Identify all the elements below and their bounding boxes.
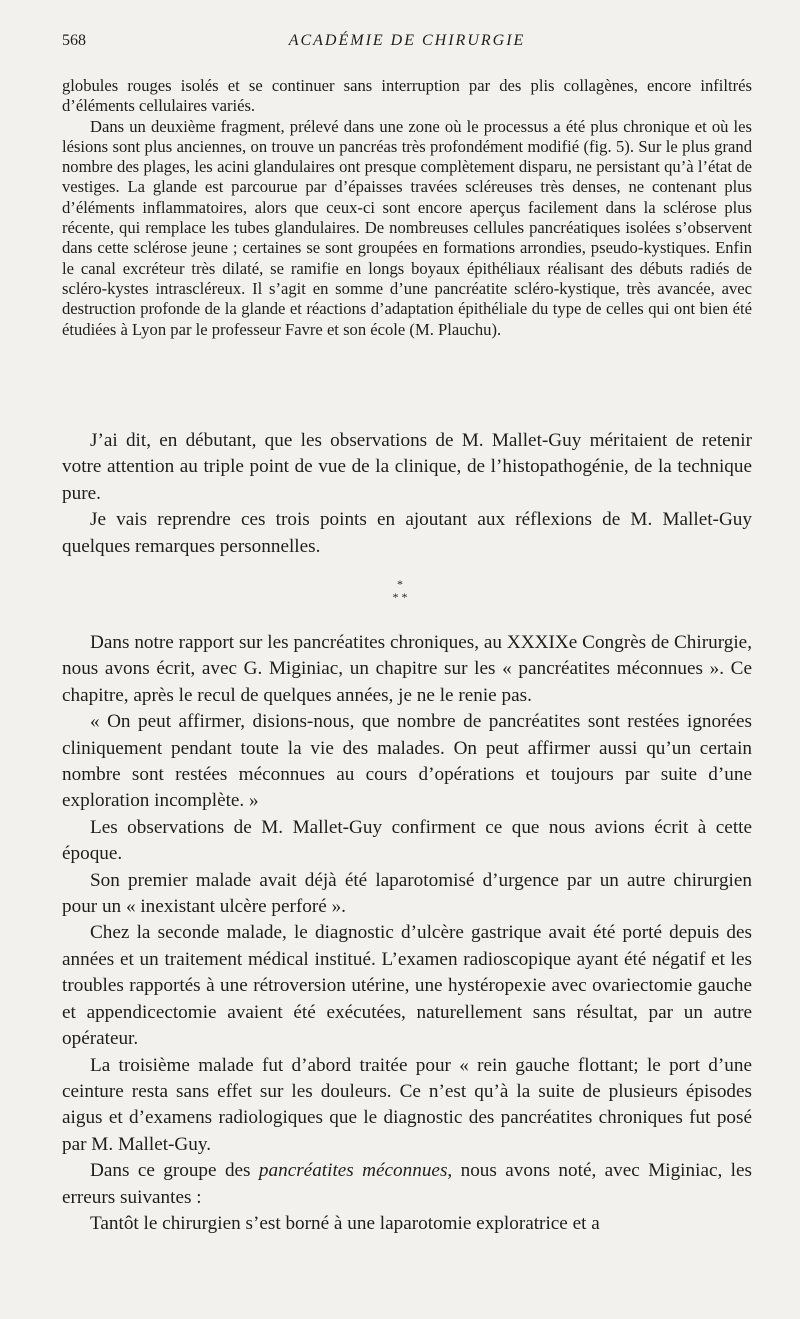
paragraph-third-patient: La troisième malade fut d’abord traitée pour « rein gauche flottant; le port d’une ceinture resta sans effet sur les douleurs. Ce n’est qu’à la suite de plusieurs épisodes aigus et d’examens radiologiques que le diagnostic des pancréatites chroniques fut posé par M. Mallet-Guy. (62, 1054, 752, 1155)
errors-intro-after: , nous avons noté, avec Miginiac, les erreurs suivantes : (62, 1160, 752, 1208)
paragraph-confirm: Les observations de M. Mallet-Guy confirment ce que nous avions écrit à cette époque. (62, 816, 752, 865)
paragraph-quote: « On peut affirmer, disions-nous, que nombre de pancréatites sont restées ignorées cliniquement pendant toute la vie des malades. On peut affirmer aussi qu’un certain nombre sont restées méconnues au cours d’opérations et toujours par suite d’une exploration incomplète. » (62, 711, 752, 812)
pancreatitis-section-block (62, 630, 752, 1237)
paragraph-second-fragment: Dans un deuxième fragment, prélevé dans une zone où le processus a été plus chronique et où les lésions sont plus anciennes, on trouve un pancréas très profondément modifié (fig. 5). Sur le plus grand nombre des plages, les acini glandulaires ont presque complètement disparu, ne persistant qu’à l’état de vestiges. La glande est parcourue par d’épaisses travées scléreuses très denses, ne contenant plus d’éléments inflammatoires, alors que ceux-ci sont encore aperçus facilement dans la sclérose plus récente, qui remplace les tubes glandulaires. De nombreuses cellules pancréatiques isolées s’observent dans cette sclérose jeune ; certaines se sont groupées en formations arrondies, pseudo-kystiques. Enfin le canal excréteur très dilaté, se ramifie en longs boyaux épithéliaux réalisant des débuts radiés de scléro-kystes intrascléreux. Il s’agit en somme d’une pancréatite scléro-kystique, très avancée, avec destruction profonde de la glande et réactions d’adaptation épithéliale du type de celles qui ont bien été étudiées à Lyon par le professeur Favre et son école (M. Plauchu). (62, 116, 752, 339)
page-header (62, 32, 752, 54)
paragraph-three-points: Je vais reprendre ces trois points en ajoutant aux réflexions de M. Mallet-Guy quelques remarques personnelles. (62, 509, 752, 557)
section-separator-asterism (0, 578, 800, 604)
asterism-bottom: * * (392, 590, 408, 604)
running-title: ACADÉMIE DE CHIRURGIE (288, 32, 526, 49)
paragraph-last-line: Tantôt le chirurgien s’est borné à une laparotomie exploratrice et a (90, 1212, 600, 1234)
paragraph-intro: J’ai dit, en débutant, que les observations de M. Mallet-Guy méritaient de retenir votre attention au triple point de vue de la clinique, de l’histopathogénie, de la technique pure. (62, 430, 752, 504)
paragraph-report: Dans notre rapport sur les pancréatites chroniques, au XXXIXe Congrès de Chirurgie, nous avons écrit, avec G. Miginiac, un chapitre sur les « pancréatites méconnues ». Ce chapitre, après le recul de quelques années, je ne le renie pas. (62, 632, 752, 706)
paragraph-first-patient: Son premier malade avait déjà été laparotomisé d’urgence par un autre chirurgien pour un « inexistant ulcère perforé ». (62, 869, 752, 918)
errors-intro-emphasis: pancréatites méconnues (258, 1160, 448, 1182)
page-number: 568 (62, 32, 86, 49)
asterism-top: * (397, 577, 403, 591)
paragraph-errors-intro (62, 1158, 752, 1211)
histology-text-block (62, 76, 752, 340)
discussion-intro-block (62, 428, 752, 560)
errors-intro-before: Dans ce groupe des (90, 1160, 259, 1182)
paragraph-continuation: globules rouges isolés et se continuer sans interruption par des plis collagènes, encore infiltrés d’éléments cellulaires variés. (62, 76, 752, 116)
paragraph-second-patient: Chez la seconde malade, le diagnostic d’ulcère gastrique avait été porté depuis des années et un traitement médical institué. L’examen radioscopique ayant été négatif et les troubles rapportés à une rétroversion utérine, une hystéropexie avec ovariectomie gauche et appendicectomie avaient été exécutées, naturellement sans résultat, par un autre opérateur. (62, 922, 752, 1050)
